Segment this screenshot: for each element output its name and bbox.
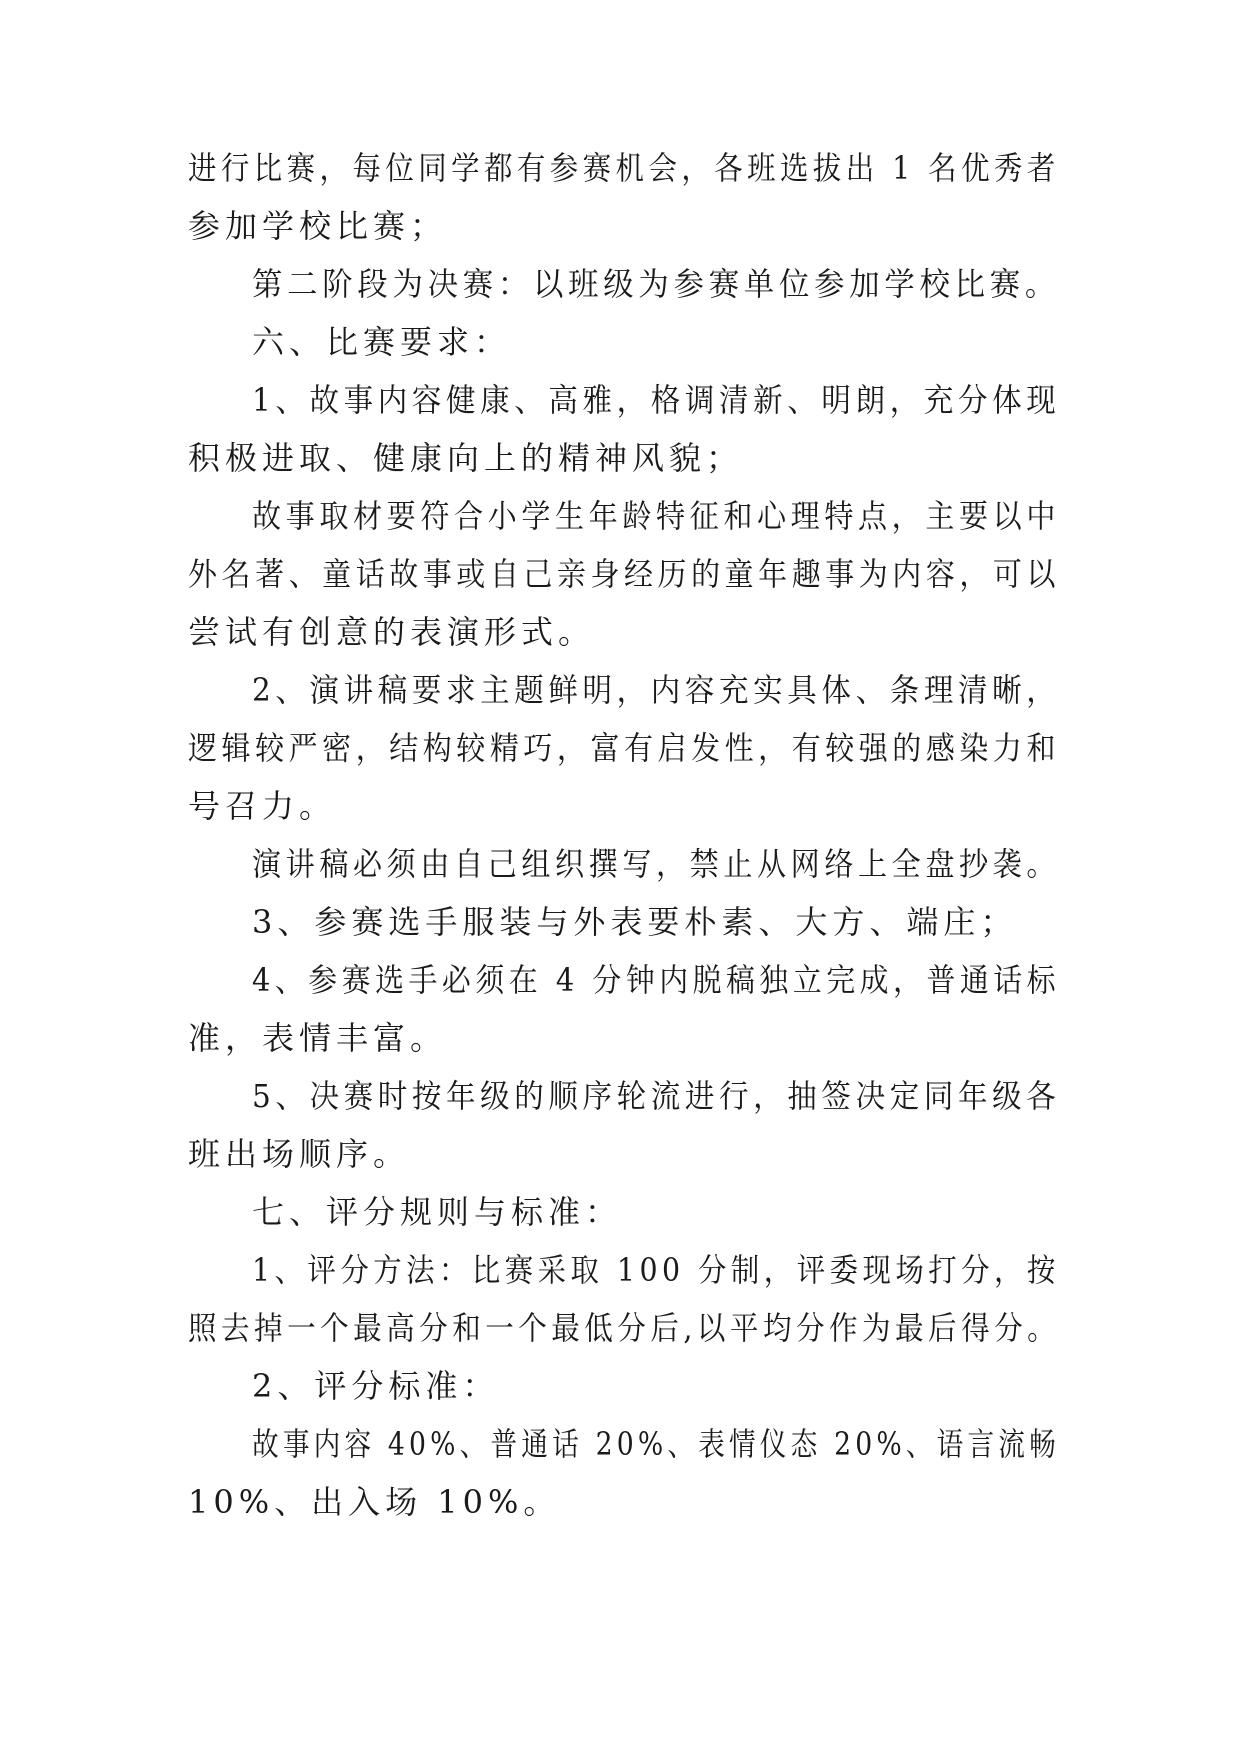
text-line: 逻辑较严密，结构较精巧，富有启发性，有较强的感染力和	[188, 729, 1061, 767]
text-line: 准，表情丰富。	[188, 1019, 448, 1057]
text-line: 进行比赛，每位同学都有参赛机会，各班选拔出 1 名优秀者	[188, 149, 1060, 187]
text-line: 3、参赛选手服装与外表要朴素、大方、端庄；	[252, 903, 1018, 941]
text-line: 2、评分标准：	[252, 1367, 500, 1405]
text-line: 故事内容 40%、普通话 20%、表情仪态 20%、语言流畅	[252, 1425, 1060, 1463]
text-line: 4、参赛选手必须在 4 分钟内脱稿独立完成，普通话标	[252, 961, 1061, 999]
text-line: 5、决赛时按年级的顺序轮流进行，抽签决定同年级各	[252, 1077, 1061, 1115]
text-line: 号召力。	[188, 787, 337, 825]
text-line: 1、故事内容健康、高雅，格调清新、明朗，充分体现	[252, 381, 1061, 419]
text-line: 参加学校比赛；	[188, 207, 448, 245]
text-line: 尝试有创意的表演形式。	[188, 613, 596, 651]
text-line: 1、评分方法：比赛采取 100 分制，评委现场打分，按	[252, 1251, 1060, 1289]
text-line: 照去掉一个最高分和一个最低分后,以平均分作为最后得分。	[188, 1309, 1061, 1347]
section-heading: 七、评分规则与标准：	[252, 1193, 623, 1231]
section-heading: 六、比赛要求：	[252, 323, 512, 361]
text-line: 外名著、童话故事或自己亲身经历的童年趣事为内容，可以	[188, 555, 1061, 593]
text-line: 10%、出入场 10%。	[188, 1483, 561, 1521]
text-line: 班出场顺序。	[188, 1135, 411, 1173]
text-line: 故事取材要符合小学生年龄特征和心理特点，主要以中	[252, 497, 1061, 535]
text-line: 演讲稿必须由自己组织撰写，禁止从网络上全盘抄袭。	[252, 845, 1061, 883]
text-line: 积极进取、健康向上的精神风貌；	[188, 439, 744, 477]
text-line: 2、演讲稿要求主题鲜明，内容充实具体、条理清晰，	[252, 671, 1061, 709]
text-line: 第二阶段为决赛：以班级为参赛单位参加学校比赛。	[252, 265, 1061, 303]
